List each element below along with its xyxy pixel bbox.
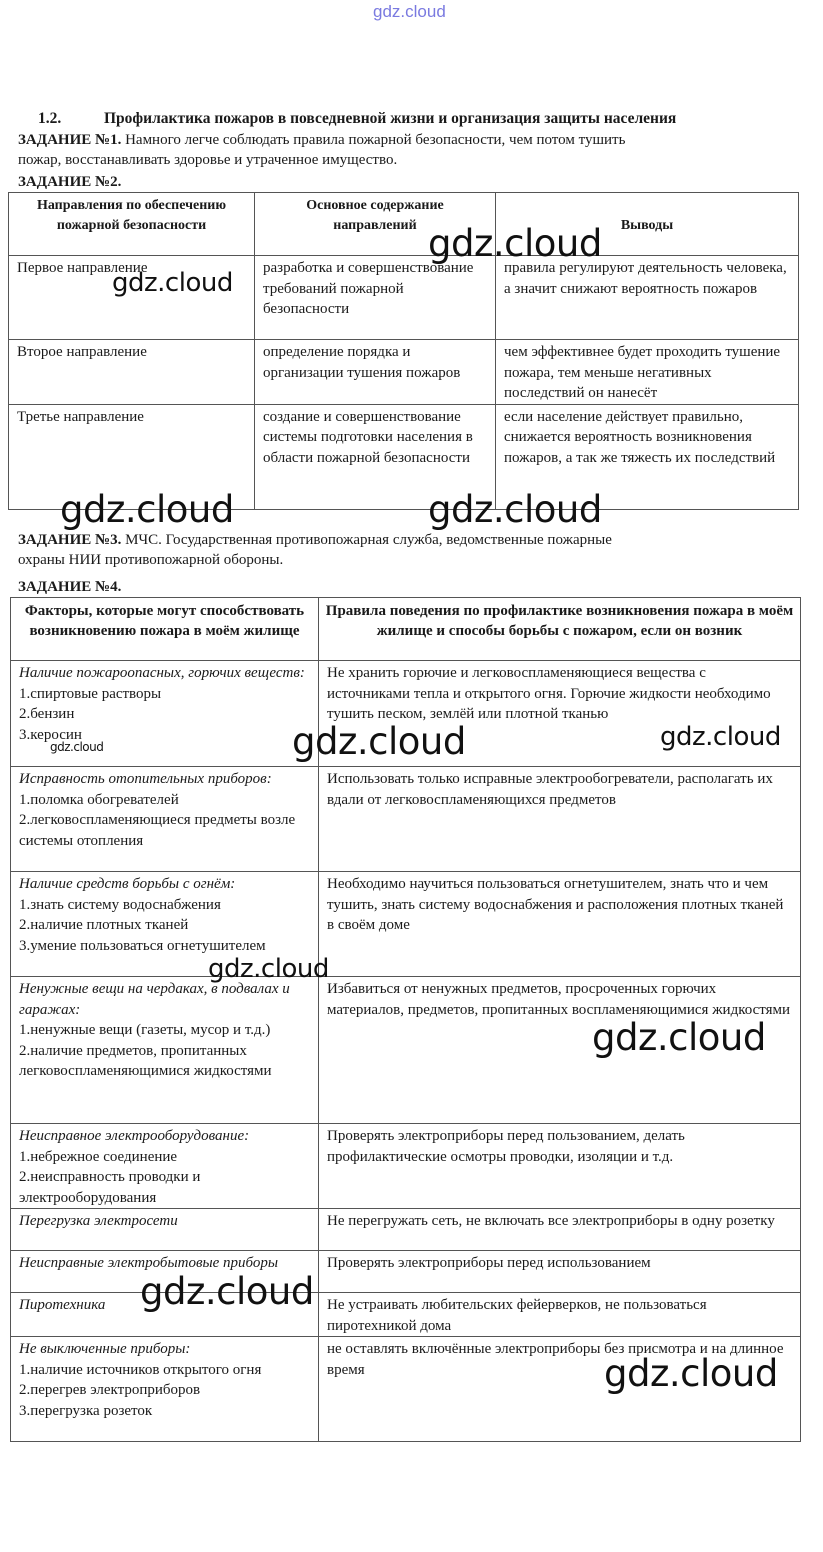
factor-title: Неисправное электрооборудование: — [19, 1128, 250, 1144]
watermark: gdz.cloud — [140, 1270, 314, 1313]
rule-cell: Не перегружать сеть, не включать все электроприборы в одну розетку — [319, 1209, 801, 1251]
section-title: Профилактика пожаров в повседневной жизни и организация защиты населения — [104, 110, 677, 127]
task3-label: ЗАДАНИЕ №3. — [18, 532, 122, 548]
task2-cell: Первое направление — [9, 256, 255, 340]
factor-item: 3.умение пользоваться огнетушителем — [19, 937, 266, 954]
task4-block — [18, 577, 808, 597]
table-row — [9, 340, 799, 405]
task2-cell: если население действует правильно, снижается вероятность возникновения пожаров, а так же тяжесть их последствий — [496, 404, 799, 509]
factor-cell — [11, 1209, 319, 1251]
rule-cell: Проверять электроприборы перед пользованием, делать профилактические осмотры проводки, изоляции и т.д. — [319, 1124, 801, 1209]
factor-item: 2.неисправность проводки и электрооборудования — [19, 1169, 201, 1206]
task2-header-1: Направления по обеспечению пожарной безопасности — [9, 193, 255, 256]
factor-item: 3.керосин — [19, 726, 82, 743]
task2-cell: определение порядка и организации тушения пожаров — [255, 340, 496, 405]
factor-title: Наличие пожароопасных, горючих веществ: — [19, 665, 305, 681]
task2-cell: создание и совершенствование системы подготовки населения в области пожарной безопасности — [255, 404, 496, 509]
rule-cell: не оставлять включённые электроприборы без присмотра и на длинное время — [319, 1337, 801, 1442]
table-row — [11, 1293, 801, 1337]
factor-title: Перегрузка электросети — [19, 1213, 178, 1229]
rule-cell: Не хранить горючие и легковоспламеняющиеся вещества с источниками тепла и открытого огня. Горючие жидкости необходимо тушить песком, землёй или плотной тканью — [319, 661, 801, 767]
factor-item: 2.наличие предметов, пропитанных легковоспламеняющимися жидкостями — [19, 1042, 272, 1079]
factor-cell — [11, 977, 319, 1124]
factor-item: 1.поломка обогревателей — [19, 791, 179, 808]
table-row — [11, 1209, 801, 1251]
table-row — [11, 1124, 801, 1209]
rule-cell: Не устраивать любительских фейерверков, не пользоваться пиротехникой дома — [319, 1293, 801, 1337]
task1-label: ЗАДАНИЕ №1. — [18, 132, 122, 148]
task1-text-2: пожар, восстанавливать здоровье и утраченное имущество. — [18, 152, 398, 168]
factor-item: 1.ненужные вещи (газеты, мусор и т.д.) — [19, 1022, 271, 1038]
task3-block — [18, 530, 808, 570]
table-row — [11, 872, 801, 977]
factor-title: Ненужные вещи на чердаках, в подвалах и гаражах: — [19, 981, 290, 1018]
task1-text-1: Намного легче соблюдать правила пожарной безопасности, чем потом тушить — [121, 132, 626, 148]
rule-cell: Проверять электроприборы перед использованием — [319, 1251, 801, 1293]
top-site-link[interactable]: gdz.cloud — [373, 2, 446, 21]
section-heading — [38, 110, 676, 128]
factor-cell — [11, 767, 319, 872]
watermark: gdz.cloud — [208, 954, 329, 984]
factor-item: 1.небрежное соединение — [19, 1148, 178, 1165]
watermark: gdz.cloud — [112, 268, 233, 298]
rule-cell: Избавиться от ненужных предметов, просроченных горючих материалов, предметов, пропитанных воспламеняющимися жидкостями — [319, 977, 801, 1124]
factor-item: 1.знать систему водоснабжения — [19, 896, 221, 913]
task4-header-row — [11, 598, 801, 661]
task2-cell: чем эффективнее будет проходить тушение пожара, тем меньше негативных последствий он нанесёт — [496, 340, 799, 405]
task2-cell: Второе направление — [9, 340, 255, 405]
task2-header-3: Выводы — [496, 193, 799, 256]
factor-item: 3.перегрузка розеток — [19, 1402, 153, 1419]
task1-block — [18, 130, 808, 170]
task2-cell: разработка и совершенствование требований пожарной безопасности — [255, 256, 496, 340]
section-number: 1.2. — [38, 110, 62, 127]
task2-label: ЗАДАНИЕ №2. — [18, 174, 122, 190]
watermark: gdz.cloud — [292, 720, 466, 763]
task2-cell: Третье направление — [9, 404, 255, 509]
factor-item: 1.спиртовые растворы — [19, 685, 162, 702]
watermark: gdz.cloud — [50, 740, 104, 754]
task2-header-2: Основное содержание направлений — [255, 193, 496, 256]
task4-header-2: Правила поведения по профилактике возникновения пожара в моём жилище и способы борьбы с пожаром, если он возник — [319, 598, 801, 661]
factor-item: 2.наличие плотных тканей — [19, 917, 189, 933]
table-row — [11, 767, 801, 872]
watermark: gdz.cloud — [428, 222, 602, 265]
watermark: gdz.cloud — [592, 1016, 766, 1059]
factor-cell — [11, 1337, 319, 1442]
factor-title: Не выключенные приборы: — [19, 1341, 191, 1357]
task2-block — [18, 172, 808, 192]
factor-item: 1.наличие источников открытого огня — [19, 1361, 262, 1378]
factor-cell — [11, 1124, 319, 1209]
rule-cell: Необходимо научиться пользоваться огнетушителем, знать что и чем тушить, знать систему водоснабжения и расположения плотных тканей в своём доме — [319, 872, 801, 977]
watermark: gdz.cloud — [428, 488, 602, 531]
factor-item: 2.легковоспламеняющиеся предметы возле системы отопления — [19, 812, 296, 849]
factor-title: Неисправные электробытовые приборы — [19, 1255, 279, 1271]
task4-header-1: Факторы, которые могут способствовать возникновению пожара в моём жилище — [11, 598, 319, 661]
table-row — [11, 1251, 801, 1293]
factor-item: 2.бензин — [19, 706, 75, 722]
factor-title: Исправность отопительных приборов: — [19, 771, 272, 787]
task3-text-1: МЧС. Государственная противопожарная служба, ведомственные пожарные — [121, 532, 612, 548]
watermark: gdz.cloud — [660, 722, 781, 752]
task2-header-row — [9, 193, 799, 256]
factor-item: 2.перегрев электроприборов — [19, 1382, 201, 1398]
rule-cell: Использовать только исправные электрообогреватели, располагать их вдали от легковоспламеняющихся предметов — [319, 767, 801, 872]
task2-cell: правила регулируют деятельность человека, а значит снижают вероятность пожаров — [496, 256, 799, 340]
watermark: gdz.cloud — [604, 1352, 778, 1395]
factor-title: Пиротехника — [19, 1297, 106, 1313]
watermark: gdz.cloud — [60, 488, 234, 531]
task3-text-2: охраны НИИ противопожарной обороны. — [18, 552, 284, 568]
task2-table — [8, 192, 799, 510]
factor-title: Наличие средств борьбы с огнём: — [19, 876, 236, 892]
task4-label: ЗАДАНИЕ №4. — [18, 579, 122, 595]
